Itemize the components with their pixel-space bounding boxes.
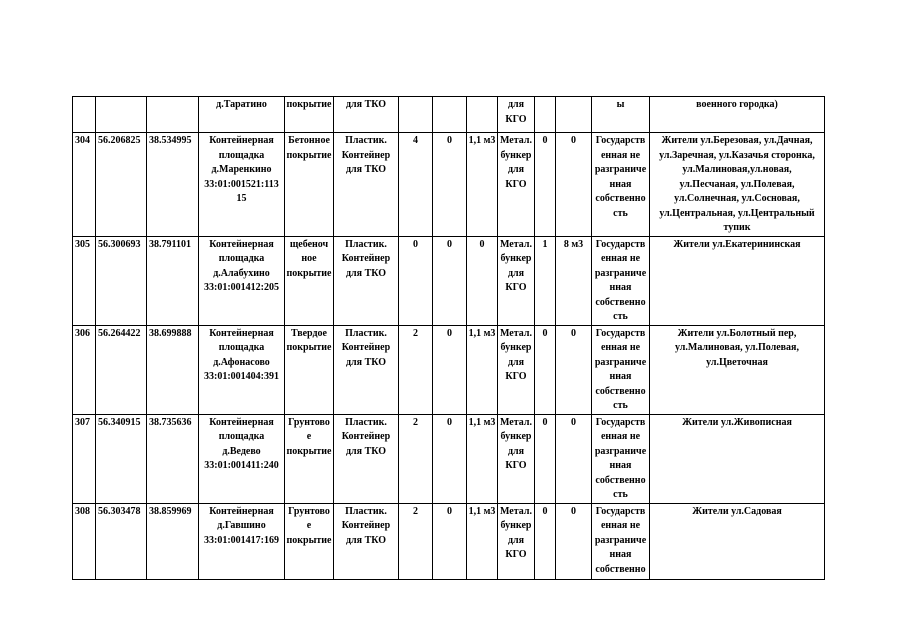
table-row (73, 325, 825, 414)
cell-text-line: бункер (500, 431, 532, 442)
cell-container-volume: 1,1 м3 (467, 503, 498, 579)
cell-latitude: 56.303478 (96, 503, 147, 579)
cell-residents (650, 325, 825, 414)
cell-text-line: сть (613, 400, 628, 411)
table-row (73, 236, 825, 325)
cell-text-line: Государств (595, 135, 646, 146)
cell-container-type (334, 325, 399, 414)
cell-surface-type (285, 325, 334, 414)
cell-text-line: д.Афонасово (213, 356, 270, 368)
cell-text-line: енная не (600, 149, 641, 161)
cell-text-line: е (306, 520, 312, 531)
cell-bunker-type (498, 414, 535, 503)
cell-latitude: 56.206825 (96, 133, 147, 237)
cell-text-line: Метал. (500, 327, 532, 339)
cell-text-line: щебеноч (289, 238, 329, 250)
cell-container-volume (467, 97, 498, 133)
cell-text-line: енная не (600, 342, 641, 353)
cell-text-line: ул.Солнечная, ул.Сосновая, (674, 193, 800, 204)
cell-text-line: енная не (600, 431, 641, 442)
cell-number: 304 (73, 133, 96, 237)
cell-text-line: для ТКО (345, 534, 387, 546)
cell-container-count-planned: 0 (433, 133, 467, 237)
cell-text-line: Пластик. (345, 327, 387, 339)
cell-text-line: бункер (500, 149, 532, 161)
cell-text-line: для (507, 99, 525, 110)
cell-text-line: разграниче (594, 267, 647, 279)
cell-text-line: КГО (505, 549, 527, 560)
cell-latitude: 56.340915 (96, 414, 147, 503)
cell-text-line: Государств (595, 327, 646, 339)
cell-ownership (592, 325, 650, 414)
cell-text-line: Контейнерная (209, 327, 274, 339)
table-row (73, 97, 825, 133)
cell-bunker-volume: 0 (556, 414, 592, 503)
cell-text-line: 33:01:001404:391 (204, 371, 279, 382)
cell-bunker-type (498, 503, 535, 579)
cell-site-description (199, 97, 285, 133)
cell-surface-type (285, 133, 334, 237)
cell-bunker-volume: 0 (556, 133, 592, 237)
cell-bunker-type (498, 133, 535, 237)
cell-text-line: Государств (595, 505, 646, 517)
cell-bunker-type (498, 325, 535, 414)
cell-container-count: 2 (399, 325, 433, 414)
cell-container-type (334, 133, 399, 237)
cell-text-line: сть (613, 489, 628, 500)
cell-surface-type (285, 414, 334, 503)
cell-text-line: Грунтово (288, 416, 330, 428)
cell-text-line: сть (613, 207, 628, 219)
cell-text-line: ул.Заречная, ул.Казачья сторонка, (659, 149, 815, 161)
cell-ownership (592, 503, 650, 579)
cell-text-line: д.Гавшино (217, 520, 266, 531)
cell-text-line: КГО (505, 371, 527, 382)
cell-bunker-volume (556, 97, 592, 133)
cell-residents (650, 414, 825, 503)
cell-text-line: Пластик. (345, 505, 387, 517)
cell-text-line: Контейнер (341, 431, 391, 442)
cell-number: 307 (73, 414, 96, 503)
cell-text-line: для ТКО (345, 267, 387, 279)
cell-site-description (199, 133, 285, 237)
cell-bunker-volume: 0 (556, 325, 592, 414)
cell-latitude: 56.300693 (96, 236, 147, 325)
cell-text-line: нная (609, 178, 632, 190)
cell-bunker-volume: 8 м3 (556, 236, 592, 325)
cell-text-line: покрытие (286, 534, 332, 546)
cell-number (73, 97, 96, 133)
cell-text-line: Государств (595, 238, 646, 250)
cell-residents (650, 236, 825, 325)
cell-latitude (96, 97, 147, 133)
cell-text-line: 33:01:001417:169 (204, 534, 279, 546)
cell-text-line: Метал. (500, 416, 532, 428)
cell-longitude: 38.791101 (147, 236, 199, 325)
cell-text-line: нная (609, 460, 632, 471)
cell-text-line: Пластик. (345, 135, 387, 146)
cell-text-line: для (507, 445, 525, 457)
cell-text-line: Контейнерная (209, 238, 274, 250)
cell-text-line: ул.Малиновая,ул.новая, (682, 164, 792, 175)
cell-text-line: Контейнерная (209, 135, 274, 146)
cell-text-line: собственно (595, 296, 646, 308)
cell-text-line: ное (301, 253, 317, 264)
cell-text-line: бункер (500, 342, 532, 353)
cell-container-count-planned: 0 (433, 236, 467, 325)
cell-text-line: собственно (595, 474, 646, 486)
cell-text-line: покрытие (286, 342, 332, 353)
cell-number: 308 (73, 503, 96, 579)
cell-residents (650, 503, 825, 579)
table-row (73, 414, 825, 503)
cell-container-volume: 1,1 м3 (467, 414, 498, 503)
cell-longitude: 38.735636 (147, 414, 199, 503)
cell-text-line: Пластик. (345, 416, 387, 428)
cell-longitude: 38.534995 (147, 133, 199, 237)
cell-text-line: Бетонное (288, 135, 330, 146)
cell-text-line: Контейнер (341, 253, 391, 264)
cell-text-line: ы (616, 99, 625, 110)
cell-container-count: 4 (399, 133, 433, 237)
cell-text-line: КГО (505, 460, 527, 471)
cell-text-line: д.Ведево (222, 445, 261, 457)
cell-text-line: тупик (723, 222, 751, 233)
cell-bunker-count: 0 (535, 133, 556, 237)
cell-latitude: 56.264422 (96, 325, 147, 414)
cell-text-line: 33:01:001411:240 (204, 460, 279, 471)
cell-container-type (334, 414, 399, 503)
cell-surface-type (285, 503, 334, 579)
cell-number: 305 (73, 236, 96, 325)
cell-residents (650, 97, 825, 133)
cell-text-line: площадка (218, 431, 265, 442)
cell-text-line: Метал. (500, 505, 532, 517)
cell-text-line: собственно (595, 385, 646, 397)
cell-text-line: площадка (218, 253, 265, 264)
cell-site-description (199, 414, 285, 503)
cell-residents (650, 133, 825, 237)
document-page (72, 96, 824, 580)
cell-text-line: военного городка) (696, 99, 778, 110)
cell-text-line: покрытие (286, 99, 332, 110)
cell-bunker-volume: 0 (556, 503, 592, 579)
cell-container-count (399, 97, 433, 133)
cell-text-line: енная не (600, 253, 641, 264)
cell-text-line: бункер (500, 520, 532, 531)
cell-text-line: Государств (595, 416, 646, 428)
cell-container-count-planned: 0 (433, 414, 467, 503)
cell-text-line: разграниче (594, 164, 647, 175)
cell-ownership (592, 97, 650, 133)
cell-text-line: Контейнер (341, 342, 391, 353)
cell-bunker-count: 0 (535, 503, 556, 579)
cell-text-line: КГО (505, 113, 527, 125)
cell-container-count-planned: 0 (433, 325, 467, 414)
cell-text-line: Жители ул.Живописная (682, 416, 792, 428)
cell-text-line: нная (609, 282, 632, 293)
cell-ownership (592, 133, 650, 237)
cell-text-line: е (306, 431, 312, 442)
cell-text-line: Пластик. (345, 238, 387, 250)
cell-bunker-type (498, 236, 535, 325)
cell-text-line: Метал. (500, 135, 532, 146)
cell-text-line: для (507, 534, 525, 546)
cell-container-volume: 0 (467, 236, 498, 325)
cell-text-line: 15 (236, 193, 247, 204)
cell-text-line: д.Маренкино (211, 164, 272, 175)
cell-text-line: 33:01:001412:205 (204, 282, 279, 293)
cell-text-line: Контейнер (341, 149, 391, 161)
table-row (73, 503, 825, 579)
cell-text-line: нная (609, 371, 632, 382)
cell-text-line: 33:01:001521:113 (204, 178, 279, 190)
cell-text-line: ул.Песчаная, ул.Полевая, (679, 178, 795, 190)
cell-text-line: покрытие (286, 267, 332, 279)
cell-text-line: для (507, 267, 525, 279)
table-body (73, 97, 825, 580)
cell-container-count-planned (433, 97, 467, 133)
container-sites-table (72, 96, 825, 580)
cell-text-line: покрытие (286, 149, 332, 161)
cell-bunker-count (535, 97, 556, 133)
cell-text-line: нная (609, 549, 632, 560)
cell-text-line: Контейнер (341, 520, 391, 531)
cell-text-line: Контейнерная (209, 416, 274, 428)
cell-container-type (334, 503, 399, 579)
cell-text-line: площадка (218, 149, 265, 161)
cell-text-line: площадка (218, 342, 265, 353)
cell-text-line: енная не (600, 520, 641, 531)
cell-text-line: разграниче (594, 356, 647, 368)
cell-text-line: Метал. (500, 238, 532, 250)
cell-text-line: Жители ул.Березовая, ул.Дачная, (661, 135, 813, 146)
cell-text-line: Контейнерная (209, 505, 274, 517)
cell-text-line: Жители ул.Екатерининская (673, 238, 801, 250)
cell-text-line: Жители ул.Болотный пер, (677, 327, 797, 339)
cell-container-volume: 1,1 м3 (467, 133, 498, 237)
cell-text-line: Грунтово (288, 505, 330, 517)
cell-text-line: бункер (500, 253, 532, 264)
cell-site-description (199, 325, 285, 414)
cell-container-volume: 1,1 м3 (467, 325, 498, 414)
cell-text-line: для ТКО (345, 164, 387, 175)
cell-container-type (334, 97, 399, 133)
cell-container-count: 0 (399, 236, 433, 325)
cell-site-description (199, 503, 285, 579)
cell-container-count: 2 (399, 414, 433, 503)
cell-surface-type (285, 236, 334, 325)
cell-text-line: для (507, 356, 525, 368)
cell-longitude: 38.699888 (147, 325, 199, 414)
cell-text-line: Твердое (291, 327, 327, 339)
cell-text-line: д.Таратино (216, 99, 267, 110)
cell-container-type (334, 236, 399, 325)
cell-surface-type (285, 97, 334, 133)
cell-text-line: ул.Центральная, ул.Центральный (659, 207, 815, 219)
cell-text-line: Жители ул.Садовая (692, 505, 782, 517)
cell-text-line: покрытие (286, 445, 332, 457)
cell-text-line: разграниче (594, 534, 647, 546)
cell-text-line: ул.Цветочная (706, 356, 768, 368)
cell-text-line: для (507, 164, 525, 175)
cell-number: 306 (73, 325, 96, 414)
cell-text-line: для ТКО (345, 356, 387, 368)
cell-text-line: КГО (505, 178, 527, 190)
cell-bunker-type (498, 97, 535, 133)
cell-text-line: для ТКО (345, 445, 387, 457)
cell-text-line: для ТКО (345, 99, 387, 110)
cell-text-line: д.Алабухино (213, 267, 270, 279)
cell-bunker-count: 1 (535, 236, 556, 325)
cell-text-line: собственно (595, 193, 646, 204)
cell-text-line: сть (613, 311, 628, 322)
cell-bunker-count: 0 (535, 325, 556, 414)
cell-ownership (592, 236, 650, 325)
cell-text-line: собственно (595, 563, 646, 575)
cell-text-line: разграниче (594, 445, 647, 457)
cell-container-count-planned: 0 (433, 503, 467, 579)
table-row (73, 133, 825, 237)
cell-longitude (147, 97, 199, 133)
cell-text-line: ул.Малиновая, ул.Полевая, (675, 342, 799, 353)
cell-site-description (199, 236, 285, 325)
cell-longitude: 38.859969 (147, 503, 199, 579)
cell-bunker-count: 0 (535, 414, 556, 503)
cell-text-line: КГО (505, 282, 527, 293)
cell-ownership (592, 414, 650, 503)
cell-container-count: 2 (399, 503, 433, 579)
